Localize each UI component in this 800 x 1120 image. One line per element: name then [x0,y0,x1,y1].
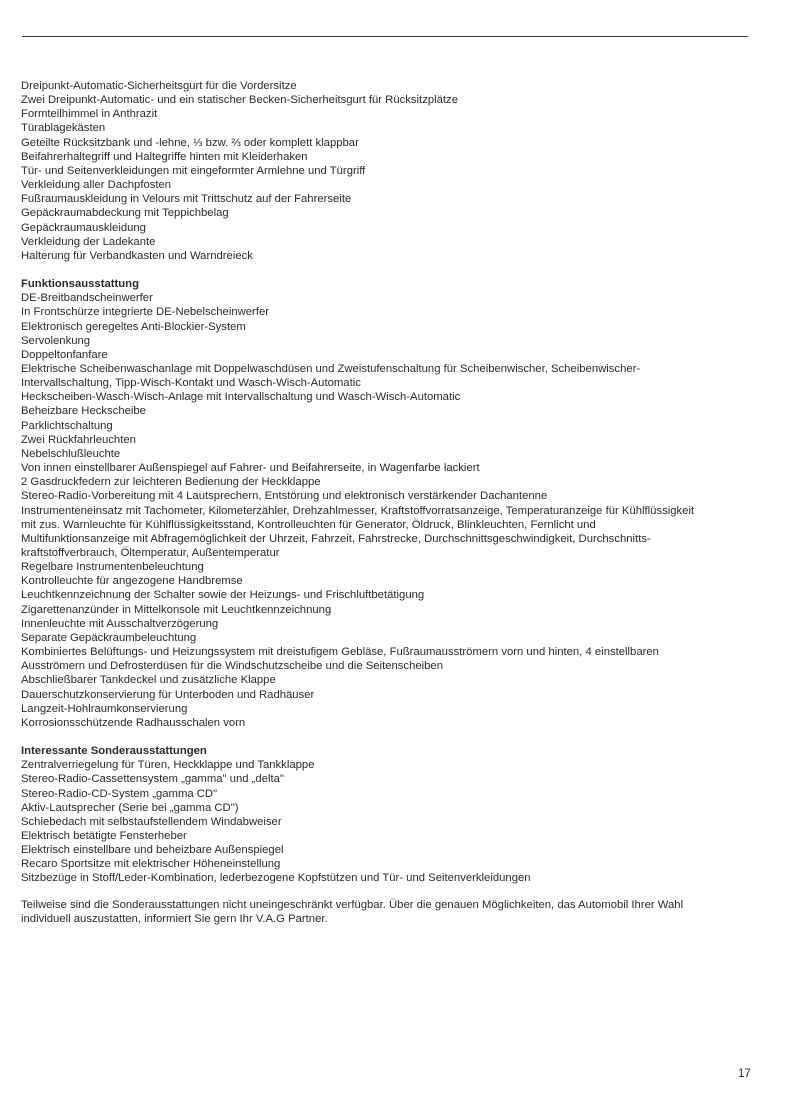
list-item: Elektrische Scheibenwaschanlage mit Doppelwaschdüsen und Zweistufenschaltung für Scheibenwischer, Scheibenwischer- [21,362,641,375]
list-item: Zentralverriegelung für Türen, Heckklappe und Tankklappe [21,759,315,772]
list-item: Intervallschaltung, Tipp-Wisch-Kontakt und Wasch-Wisch-Automatic [21,377,361,390]
intro-section [21,79,761,263]
list-item: Gepäckraumauskleidung [21,221,146,234]
list-item: Halterung für Verbandkasten und Warndreieck [21,249,253,262]
list-item: Recaro Sportsitze mit elektrischer Höheneinstellung [21,858,281,871]
list-item: Tür- und Seitenverkleidungen mit eingeformter Armlehne und Türgriff [21,164,366,177]
funktion-section [21,277,761,730]
list-item: Ausströmern und Defrosterdüsen für die Windschutzscheibe und die Seitenscheiben [21,660,443,673]
page-number: 17 [738,1068,751,1080]
footnote [21,898,761,926]
list-item: Aktiv-Lautsprecher (Serie bei „gamma CD") [21,801,239,814]
list-item: Zwei Dreipunkt-Automatic- und ein statischer Becken-Sicherheitsgurt für Rücksitzplätze [21,94,458,107]
list-item: Elektrisch einstellbare und beheizbare Außenspiegel [21,844,284,857]
list-item: Instrumenteneinsatz mit Tachometer, Kilometerzähler, Drehzahlmesser, Kraftstoffvorratsanzeige, Temperaturanzeige für Kühlflüssigkeit [21,504,695,517]
list-item: Sitzbezüge in Stoff/Leder-Kombination, lederbezogene Kopfstützen und Tür- und Seitenverkleidungen [21,872,531,885]
section-heading-sonder: Interessante Sonderausstattungen [21,745,207,758]
list-item: Parklichtschaltung [21,419,113,432]
list-item: Korrosionsschützende Radhausschalen vorn [21,716,246,729]
list-item: Nebelschlußleuchte [21,447,121,460]
list-item: Türablagekästen [21,122,106,135]
section-heading-funktion: Funktionsausstattung [21,278,139,291]
list-item: Zigarettenanzünder in Mittelkonsole mit Leuchtkennzeichnung [21,603,332,616]
list-item: Kontrolleuchte für angezogene Handbremse [21,575,243,588]
list-item: Langzeit-Hohlraumkonservierung [21,702,188,715]
list-item: 2 Gasdruckfedern zur leichteren Bedienung der Heckklappe [21,476,321,489]
list-item: Separate Gepäckraumbeleuchtung [21,631,197,644]
list-item: Elektronisch geregeltes Anti-Blockier-System [21,320,246,333]
list-item: Regelbare Instrumentenbeleuchtung [21,561,204,574]
list-item: Heckscheiben-Wasch-Wisch-Anlage mit Intervallschaltung und Wasch-Wisch-Automatic [21,391,461,404]
list-item: Doppeltonfanfare [21,348,108,361]
list-item: Servolenkung [21,334,91,347]
equipment-list [21,79,761,926]
list-item: kraftstoffverbrauch, Öltemperatur, Außentemperatur [21,547,280,559]
list-item: Stereo-Radio-Vorbereitung mit 4 Lautsprechern, Entstörung und elektronisch verstärkender Dachantenne [21,490,548,503]
list-item: Multifunktionsanzeige mit Abfragemöglichkeit der Uhrzeit, Fahrzeit, Fahrstrecke, Durchschnittsgeschwindigkeit, Durchschnitts- [21,532,651,545]
sonder-section [21,744,761,886]
list-item: Stereo-Radio-Cassettensystem „gamma" und „delta" [21,773,284,786]
footnote-line: individuell auszustatten, informiert Sie gern Ihr V.A.G Partner. [21,912,328,925]
list-item: Leuchtkennzeichnung der Schalter sowie der Heizungs- und Frischluftbetätigung [21,589,425,602]
list-item: Dauerschutzkonservierung für Unterboden und Radhäuser [21,688,315,701]
list-item: Kombiniertes Belüftungs- und Heizungssystem mit dreistufigem Gebläse, Fußraumausströmern vorn und hinten, 4 einstellbaren [21,646,659,659]
list-item: Elektrisch betätigte Fensterheber [21,829,187,842]
list-item: Geteilte Rücksitzbank und -lehne, ⅓ bzw. ⅔ oder komplett klappbar [21,136,359,149]
list-item: mit zus. Warnleuchte für Kühlflüssigkeitsstand, Kontrolleuchten für Generator, Öldruck, Blinkleuchten, Fernlicht und [21,518,596,531]
list-item: Dreipunkt-Automatic-Sicherheitsgurt für die Vordersitze [21,80,297,92]
list-item: Verkleidung aller Dachpfosten [21,179,172,192]
list-item: Beifahrerhaltegriff und Haltegriffe hinten mit Kleiderhaken [21,150,308,163]
list-item: Verkleidung der Ladekante [21,235,156,248]
list-item: Innenleuchte mit Ausschaltverzögerung [21,617,219,630]
list-item: Gepäckraumabdeckung mit Teppichbelag [21,207,229,220]
top-rule [22,36,748,37]
footnote-line: Teilweise sind die Sonderausstattungen nicht uneingeschränkt verfügbar. Über die genauen Möglichkeiten, das Automobil Ihrer Wahl [21,898,684,911]
list-item: Von innen einstellbarer Außenspiegel auf Fahrer- und Beifahrerseite, in Wagenfarbe lackiert [21,462,480,475]
list-item: DE-Breitbandscheinwerfer [21,292,153,305]
list-item: In Frontschürze integrierte DE-Nebelscheinwerfer [21,306,270,319]
list-item: Stereo-Radio-CD-System „gamma CD" [21,787,218,800]
list-item: Schiebedach mit selbstaufstellendem Windabweiser [21,815,282,828]
list-item: Zwei Rückfahrleuchten [21,433,136,446]
list-item: Fußraumauskleidung in Velours mit Trittschutz auf der Fahrerseite [21,193,352,206]
list-item: Beheizbare Heckscheibe [21,405,146,418]
list-item: Formteilhimmel in Anthrazit [21,108,158,121]
list-item: Abschließbarer Tankdeckel und zusätzliche Klappe [21,674,276,687]
